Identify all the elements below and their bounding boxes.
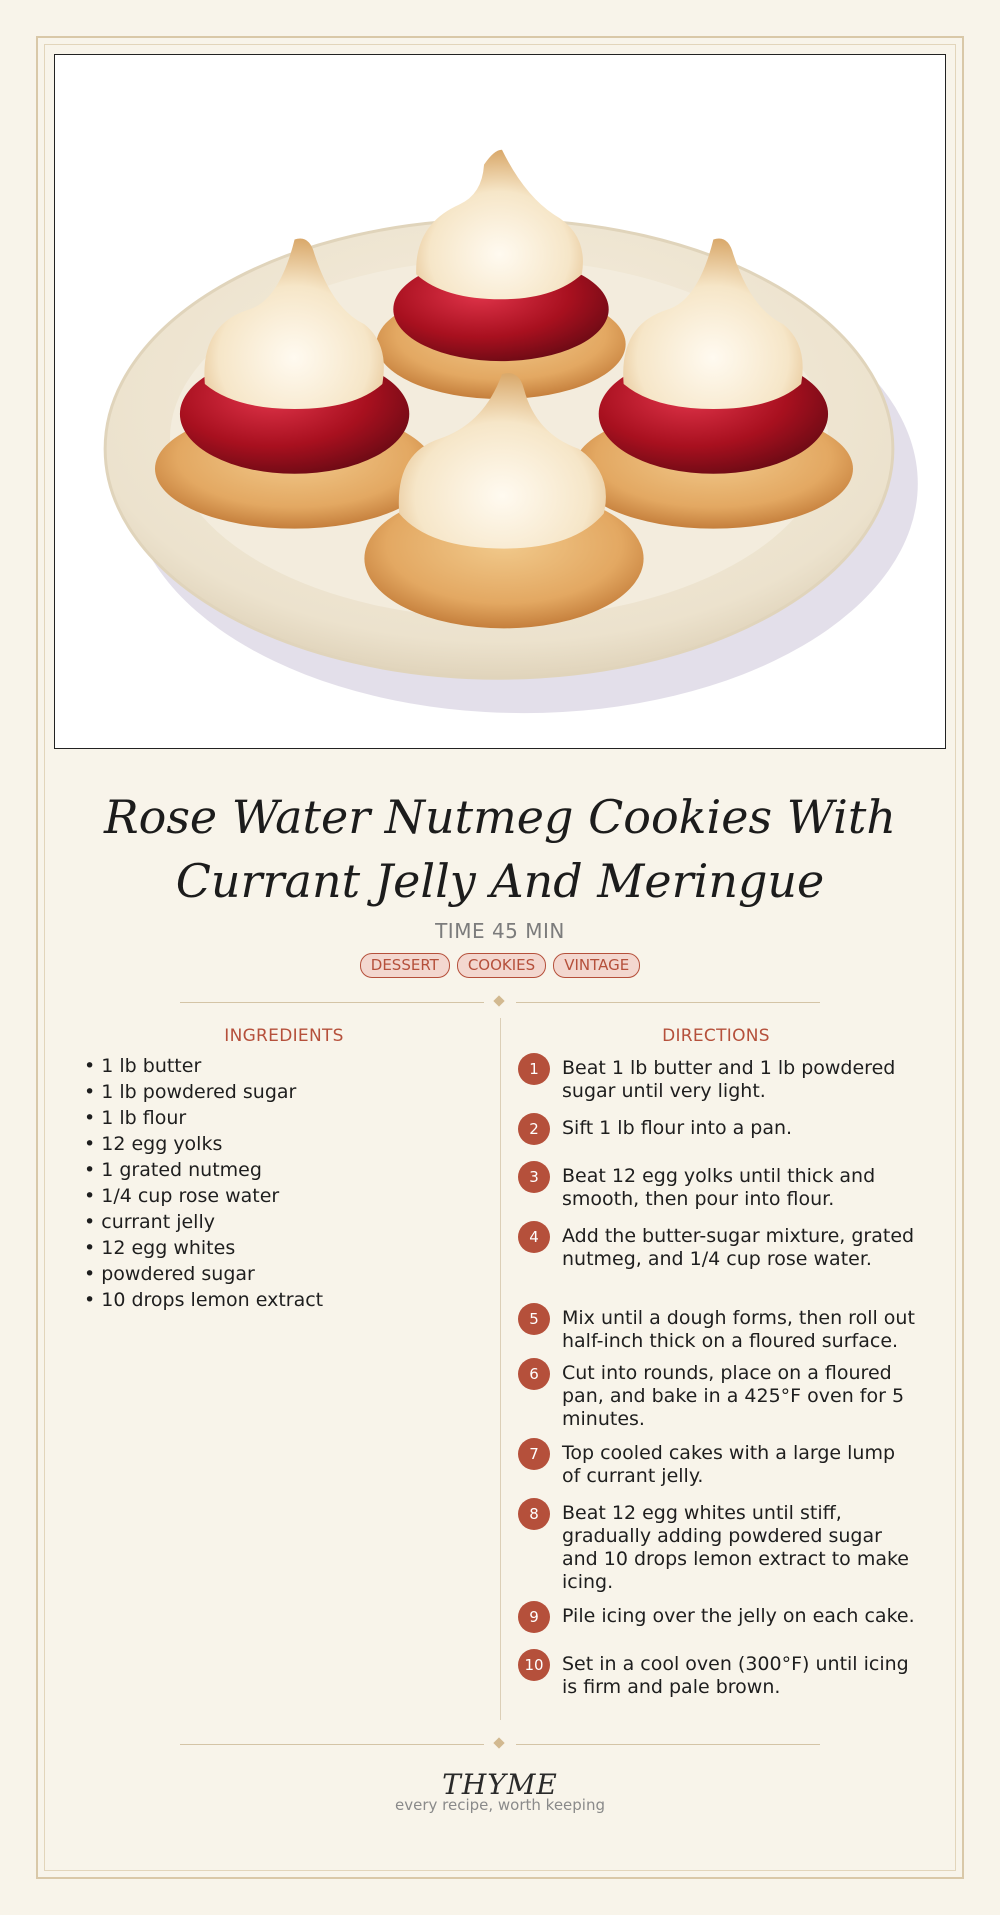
step-number-badge: 9 [518,1601,550,1633]
step-number-badge: 1 [518,1053,550,1085]
ingredient-item: • 1 lb powdered sugar [84,1081,297,1103]
step-text: Sift 1 lb flour into a pan. [562,1117,793,1139]
tag-vintage[interactable]: VINTAGE [553,953,640,978]
column-separator [500,1018,501,1720]
ingredient-item: • 1/4 cup rose water [84,1185,280,1207]
step-number-badge: 4 [518,1221,550,1253]
step-number-badge: 2 [518,1113,550,1145]
tag-list [200,953,800,978]
step-text: Pile icing over the jelly on each cake. [562,1605,915,1627]
step-number-badge: 7 [518,1438,550,1470]
step-text: Set in a cool oven (300°F) until icing is firm and pale brown. [562,1653,909,1698]
recipe-time: TIME 45 MIN [435,919,565,943]
step-number-badge: 6 [518,1358,550,1390]
recipe-hero-image [54,54,946,749]
step-number-badge: 5 [518,1303,550,1335]
brand-logo: THYME [442,1768,558,1801]
ingredient-item: • 1 grated nutmeg [84,1159,262,1181]
divider-diamond-icon [493,995,504,1006]
step-text: Top cooled cakes with a large lump of currant jelly. [562,1442,896,1487]
ingredient-item: • 12 egg whites [84,1237,236,1259]
ingredient-item: • currant jelly [84,1211,215,1233]
step-text: Add the butter-sugar mixture, grated nutmeg, and 1/4 cup rose water. [562,1225,915,1270]
ingredient-item: • 10 drops lemon extract [84,1289,324,1311]
ingredient-item: • powdered sugar [84,1263,255,1285]
ingredient-item: • 12 egg yolks [84,1133,223,1155]
step-text: Beat 1 lb butter and 1 lb powdered sugar until very light. [562,1057,896,1102]
step-text: Mix until a dough forms, then roll out half-inch thick on a floured surface. [562,1307,915,1352]
ingredients-heading: INGREDIENTS [224,1026,344,1046]
divider-diamond-icon [493,1737,504,1748]
step-number-badge: 8 [518,1498,550,1530]
ingredient-item: • 1 lb flour [84,1107,187,1129]
ingredients-list [84,1053,474,1313]
step-number-badge: 10 [518,1649,550,1681]
ingredient-item: • 1 lb butter [84,1055,202,1077]
directions-heading: DIRECTIONS [662,1026,770,1046]
step-number-badge: 3 [518,1161,550,1193]
step-text: Beat 12 egg whites until stiff, gradually adding powdered sugar and 10 drops lemon extract to make icing. [562,1502,909,1593]
recipe-title: Rose Water Nutmeg Cookies With Currant Jelly And Meringue [104,790,896,908]
step-text: Beat 12 egg yolks until thick and smooth, then pour into flour. [562,1165,876,1210]
divider-bottom [180,1738,820,1750]
tag-cookies[interactable]: COOKIES [457,953,546,978]
divider-top [180,996,820,1008]
step-text: Cut into rounds, place on a floured pan, and bake in a 425°F oven for 5 minutes. [562,1362,905,1430]
brand-tagline: every recipe, worth keeping [394,1796,605,1814]
tag-dessert[interactable]: DESSERT [360,953,450,978]
